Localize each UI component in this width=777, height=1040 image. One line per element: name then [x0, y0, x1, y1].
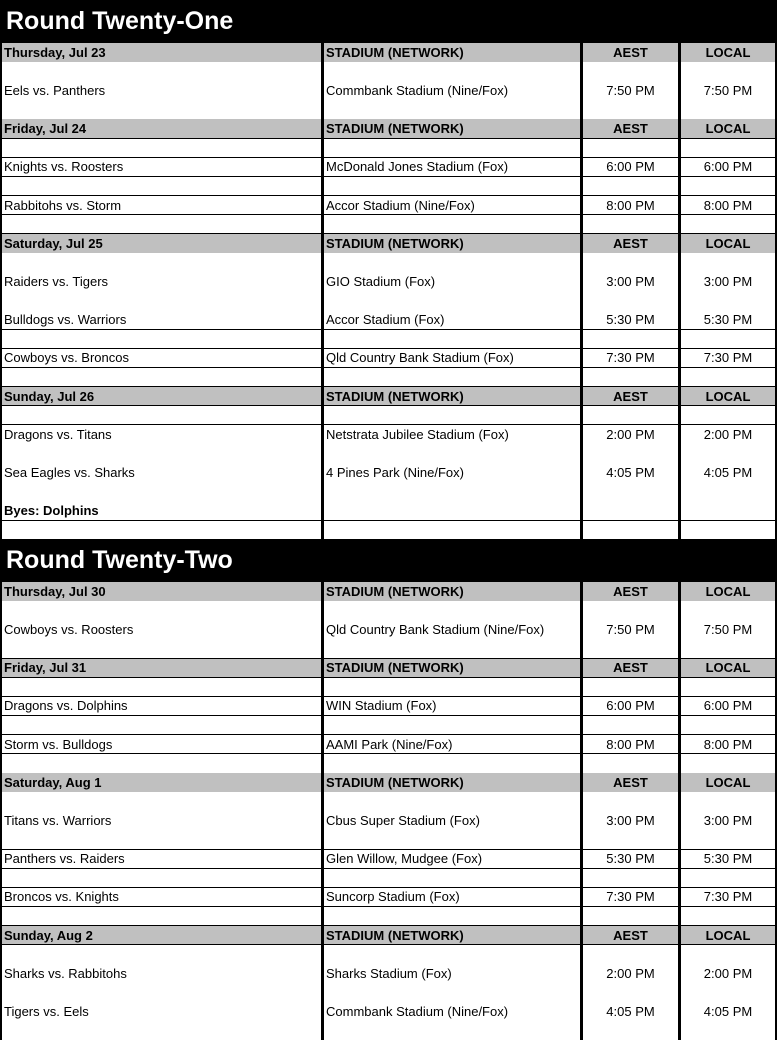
match-time-local: 2:00 PM: [681, 425, 775, 444]
column-header-local: LOCAL: [681, 234, 775, 253]
blank-cell: [2, 983, 321, 1002]
match-venue: Netstrata Jubilee Stadium (Fox): [324, 425, 580, 444]
blank-cell: [2, 62, 321, 81]
match-teams: Rabbitohs vs. Storm: [2, 196, 321, 215]
blank-cell: [583, 253, 678, 272]
blank-cell: [324, 482, 580, 501]
match-time-aest: 5:30 PM: [583, 310, 678, 329]
match-time-local: 7:30 PM: [681, 349, 775, 368]
match-time-aest: 4:05 PM: [583, 463, 678, 482]
column-header-local: LOCAL: [681, 582, 775, 601]
blank-cell: [583, 501, 678, 520]
match-time-aest: 7:30 PM: [583, 349, 678, 368]
blank-cell: [324, 139, 580, 158]
blank-cell: [681, 100, 775, 119]
blank-cell: [681, 830, 775, 849]
column-header-local: LOCAL: [681, 43, 775, 62]
match-time-aest: 2:00 PM: [583, 425, 678, 444]
blank-cell: [681, 444, 775, 463]
day-header-date: Friday, Jul 24: [2, 119, 321, 138]
blank-cell: [681, 368, 775, 387]
blank-cell: [583, 830, 678, 849]
blank-cell: [324, 521, 580, 540]
blank-cell: [2, 291, 321, 310]
blank-cell: [2, 482, 321, 501]
match-time-local: 6:00 PM: [681, 697, 775, 716]
blank-cell: [324, 444, 580, 463]
match-teams: Titans vs. Warriors: [2, 811, 321, 830]
column-header-aest: AEST: [583, 119, 678, 138]
blank-cell: [681, 501, 775, 520]
blank-cell: [2, 368, 321, 387]
match-time-aest: 2:00 PM: [583, 964, 678, 983]
blank-cell: [583, 754, 678, 773]
round-title: Round Twenty-Two: [0, 539, 777, 582]
blank-cell: [681, 253, 775, 272]
column-header-aest: AEST: [583, 234, 678, 253]
column-header-venue: STADIUM (NETWORK): [324, 234, 580, 253]
blank-cell: [681, 177, 775, 196]
blank-cell: [2, 601, 321, 620]
match-teams: Tigers vs. Eels: [2, 1002, 321, 1021]
match-venue: Accor Stadium (Nine/Fox): [324, 196, 580, 215]
blank-cell: [2, 444, 321, 463]
blank-cell: [681, 983, 775, 1002]
blank-cell: [2, 830, 321, 849]
match-teams: Broncos vs. Knights: [2, 888, 321, 907]
match-teams: Bulldogs vs. Warriors: [2, 310, 321, 329]
blank-cell: [324, 983, 580, 1002]
blank-cell: [681, 716, 775, 735]
match-time-local: 4:05 PM: [681, 1002, 775, 1021]
blank-cell: [324, 177, 580, 196]
match-venue: AAMI Park (Nine/Fox): [324, 735, 580, 754]
match-teams: Storm vs. Bulldogs: [2, 735, 321, 754]
blank-cell: [583, 100, 678, 119]
blank-cell: [583, 62, 678, 81]
match-venue: Cbus Super Stadium (Fox): [324, 811, 580, 830]
blank-cell: [324, 62, 580, 81]
blank-cell: [681, 754, 775, 773]
match-teams: Panthers vs. Raiders: [2, 850, 321, 869]
blank-cell: [681, 907, 775, 926]
blank-cell: [681, 601, 775, 620]
column-header-local: LOCAL: [681, 387, 775, 406]
column-header-aest: AEST: [583, 387, 678, 406]
blank-cell: [681, 482, 775, 501]
blank-cell: [2, 177, 321, 196]
match-teams: Cowboys vs. Broncos: [2, 349, 321, 368]
blank-cell: [681, 945, 775, 964]
blank-cell: [324, 830, 580, 849]
blank-cell: [583, 330, 678, 349]
match-time-aest: 6:00 PM: [583, 697, 678, 716]
blank-cell: [2, 100, 321, 119]
match-teams: Raiders vs. Tigers: [2, 272, 321, 291]
match-time-aest: 8:00 PM: [583, 735, 678, 754]
match-teams: Cowboys vs. Roosters: [2, 620, 321, 639]
match-time-local: 8:00 PM: [681, 735, 775, 754]
blank-cell: [583, 444, 678, 463]
blank-cell: [2, 1021, 321, 1040]
match-time-aest: 7:50 PM: [583, 81, 678, 100]
match-time-local: 4:05 PM: [681, 463, 775, 482]
column-header-venue: STADIUM (NETWORK): [324, 43, 580, 62]
blank-cell: [2, 521, 321, 540]
blank-cell: [583, 215, 678, 234]
blank-cell: [2, 139, 321, 158]
blank-cell: [324, 716, 580, 735]
match-venue: McDonald Jones Stadium (Fox): [324, 158, 580, 177]
blank-cell: [324, 368, 580, 387]
blank-cell: [2, 330, 321, 349]
blank-cell: [324, 639, 580, 658]
day-header-date: Saturday, Aug 1: [2, 773, 321, 792]
match-time-local: 7:30 PM: [681, 888, 775, 907]
column-header-local: LOCAL: [681, 926, 775, 945]
blank-cell: [2, 678, 321, 697]
blank-cell: [681, 521, 775, 540]
blank-cell: [583, 907, 678, 926]
column-header-aest: AEST: [583, 582, 678, 601]
match-teams: Sharks vs. Rabbitohs: [2, 964, 321, 983]
match-time-local: 6:00 PM: [681, 158, 775, 177]
match-time-local: 5:30 PM: [681, 850, 775, 869]
blank-cell: [681, 139, 775, 158]
blank-cell: [2, 754, 321, 773]
match-venue: 4 Pines Park (Nine/Fox): [324, 463, 580, 482]
blank-cell: [583, 177, 678, 196]
match-time-aest: 5:30 PM: [583, 850, 678, 869]
match-venue: Sharks Stadium (Fox): [324, 964, 580, 983]
blank-cell: [324, 330, 580, 349]
match-venue: Suncorp Stadium (Fox): [324, 888, 580, 907]
byes-label: Byes: Dolphins: [2, 501, 321, 520]
column-header-venue: STADIUM (NETWORK): [324, 582, 580, 601]
blank-cell: [324, 501, 580, 520]
match-venue: Qld Country Bank Stadium (Nine/Fox): [324, 620, 580, 639]
match-time-aest: 7:50 PM: [583, 620, 678, 639]
blank-cell: [2, 406, 321, 425]
match-time-aest: 7:30 PM: [583, 888, 678, 907]
blank-cell: [583, 139, 678, 158]
day-header-date: Sunday, Jul 26: [2, 387, 321, 406]
column-header-venue: STADIUM (NETWORK): [324, 773, 580, 792]
blank-cell: [324, 100, 580, 119]
match-venue: Commbank Stadium (Nine/Fox): [324, 81, 580, 100]
blank-cell: [583, 482, 678, 501]
blank-cell: [583, 716, 678, 735]
match-time-local: 3:00 PM: [681, 272, 775, 291]
blank-cell: [681, 639, 775, 658]
blank-cell: [583, 601, 678, 620]
match-time-aest: 3:00 PM: [583, 272, 678, 291]
match-teams: Dragons vs. Titans: [2, 425, 321, 444]
blank-cell: [583, 678, 678, 697]
blank-cell: [324, 1021, 580, 1040]
column-header-aest: AEST: [583, 659, 678, 678]
blank-cell: [583, 291, 678, 310]
blank-cell: [2, 945, 321, 964]
match-teams: Eels vs. Panthers: [2, 81, 321, 100]
blank-cell: [583, 983, 678, 1002]
blank-cell: [681, 1021, 775, 1040]
day-header-date: Sunday, Aug 2: [2, 926, 321, 945]
blank-cell: [681, 869, 775, 888]
column-header-aest: AEST: [583, 773, 678, 792]
blank-cell: [324, 678, 580, 697]
day-header-date: Saturday, Jul 25: [2, 234, 321, 253]
blank-cell: [324, 754, 580, 773]
blank-cell: [583, 869, 678, 888]
column-header-local: LOCAL: [681, 659, 775, 678]
match-time-local: 5:30 PM: [681, 310, 775, 329]
column-header-venue: STADIUM (NETWORK): [324, 387, 580, 406]
match-venue: Glen Willow, Mudgee (Fox): [324, 850, 580, 869]
blank-cell: [324, 907, 580, 926]
match-teams: Dragons vs. Dolphins: [2, 697, 321, 716]
blank-cell: [2, 639, 321, 658]
blank-cell: [681, 291, 775, 310]
match-teams: Knights vs. Roosters: [2, 158, 321, 177]
blank-cell: [2, 215, 321, 234]
blank-cell: [583, 521, 678, 540]
match-venue: Accor Stadium (Fox): [324, 310, 580, 329]
column-header-local: LOCAL: [681, 119, 775, 138]
column-header-venue: STADIUM (NETWORK): [324, 926, 580, 945]
blank-cell: [681, 406, 775, 425]
blank-cell: [681, 330, 775, 349]
match-time-aest: 4:05 PM: [583, 1002, 678, 1021]
match-time-aest: 3:00 PM: [583, 811, 678, 830]
round-title: Round Twenty-One: [0, 0, 777, 43]
blank-cell: [583, 945, 678, 964]
blank-cell: [2, 253, 321, 272]
match-time-local: 7:50 PM: [681, 620, 775, 639]
column-header-venue: STADIUM (NETWORK): [324, 659, 580, 678]
match-venue: Qld Country Bank Stadium (Fox): [324, 349, 580, 368]
blank-cell: [2, 907, 321, 926]
match-time-local: 2:00 PM: [681, 964, 775, 983]
blank-cell: [2, 716, 321, 735]
match-time-local: 7:50 PM: [681, 81, 775, 100]
column-header-aest: AEST: [583, 926, 678, 945]
match-time-local: 3:00 PM: [681, 811, 775, 830]
blank-cell: [324, 792, 580, 811]
day-header-date: Thursday, Jul 30: [2, 582, 321, 601]
blank-cell: [681, 62, 775, 81]
blank-cell: [2, 869, 321, 888]
day-header-date: Friday, Jul 31: [2, 659, 321, 678]
match-time-local: 8:00 PM: [681, 196, 775, 215]
blank-cell: [324, 291, 580, 310]
blank-cell: [324, 215, 580, 234]
blank-cell: [324, 869, 580, 888]
column-header-local: LOCAL: [681, 773, 775, 792]
blank-cell: [324, 945, 580, 964]
blank-cell: [2, 792, 321, 811]
match-venue: Commbank Stadium (Nine/Fox): [324, 1002, 580, 1021]
match-venue: GIO Stadium (Fox): [324, 272, 580, 291]
blank-cell: [681, 215, 775, 234]
blank-cell: [583, 792, 678, 811]
column-header-aest: AEST: [583, 43, 678, 62]
match-teams: Sea Eagles vs. Sharks: [2, 463, 321, 482]
blank-cell: [681, 792, 775, 811]
blank-cell: [681, 678, 775, 697]
blank-cell: [583, 406, 678, 425]
column-header-venue: STADIUM (NETWORK): [324, 119, 580, 138]
blank-cell: [324, 253, 580, 272]
match-time-aest: 8:00 PM: [583, 196, 678, 215]
blank-cell: [324, 406, 580, 425]
match-time-aest: 6:00 PM: [583, 158, 678, 177]
blank-cell: [324, 601, 580, 620]
blank-cell: [583, 368, 678, 387]
match-venue: WIN Stadium (Fox): [324, 697, 580, 716]
blank-cell: [583, 639, 678, 658]
day-header-date: Thursday, Jul 23: [2, 43, 321, 62]
blank-cell: [583, 1021, 678, 1040]
